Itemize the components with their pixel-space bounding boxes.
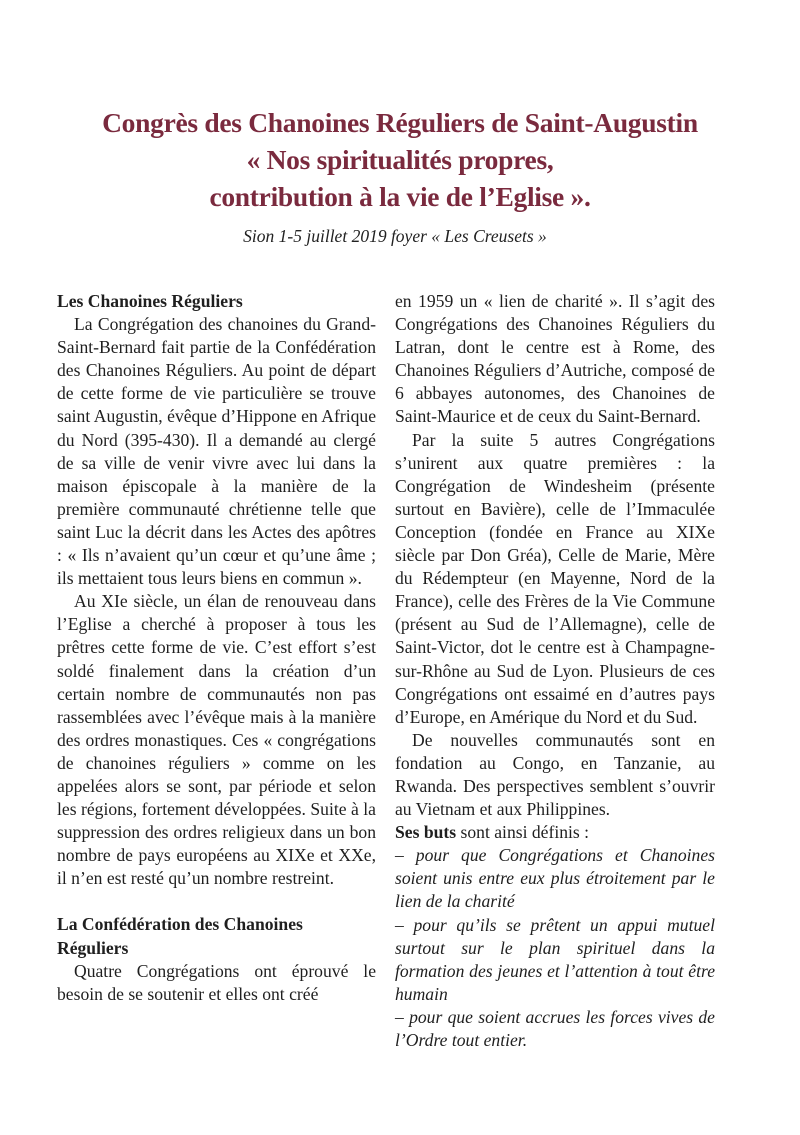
goals-intro (395, 821, 715, 844)
goal-item: – pour qu’ils se prêtent un appui mutuel surtout sur le plan spirituel dans la formation des jeunes et l’attention à tout être humain (395, 914, 715, 1004)
title-line-2: « Nos spiritualités propres, (246, 144, 554, 175)
paragraph: De nouvelles communautés sont en fondation au Congo, en Tanzanie, au Rwanda. Des perspectives semblent s’ouvrir au Vietnam et aux Philippines. (395, 729, 715, 820)
section-heading-chanoines: Les Chanoines Réguliers (57, 291, 243, 311)
section-gap (57, 890, 376, 913)
paragraph: Quatre Congrégations ont éprouvé le besoin de se soutenir et elles ont créé (57, 960, 376, 1004)
goal-item: – pour que soient accrues les forces vives de l’Ordre tout entier. (395, 1006, 715, 1050)
goals-intro-rest: sont ainsi définis : (456, 822, 590, 843)
paragraph: Par la suite 5 autres Congrégations s’unirent aux quatre premières : la Congrégation de Windesheim (présente surtout en Bavière), celle de l’Immaculée Conception (fondée en France au XIXe siècle par Don Gréa), Celle de Marie, Mère du Rédempteur (en Mayenne, Nord de la France), celle des Frères de la Vie Commune (présent au Sud de l’Allemagne), celle de Saint-Victor, dot le centre est à Champagne-sur-Rhône au Sud de Lyon. Plusieurs de ces Congrégations ont essaimé en d’autres pays d’Europe, en Amérique du Nord et du Sud. (395, 429, 715, 727)
paragraph: en 1959 un « lien de charité ». Il s’agit des Congrégations des Chanoines Réguliers du Latran, dont le centre est à Rome, des Chanoines Réguliers d’Autriche, composé de 6 abbayes autonomes, des Chanoines de Saint-Maurice et de ceux du Saint-Bernard. (395, 291, 715, 427)
title-line-3: contribution à la vie de l’Eglise ». (209, 181, 591, 212)
goals-label: Ses buts (395, 822, 457, 843)
article-title (0, 104, 800, 215)
right-column (395, 290, 715, 1052)
left-column (57, 290, 376, 1006)
title-line-1: Congrès des Chanoines Réguliers de Saint-Augustin (102, 107, 698, 138)
paragraph: La Congrégation des chanoines du Grand-Saint-Bernard fait partie de la Confédération des Chanoines Réguliers. Au point de départ de cette forme de vie particulière se trouve saint Augustin, évêque d’Hippone en Afrique du Nord (395-430). Il a demandé au clergé de sa ville de venir vivre avec lui dans la maison épiscopale à la manière de la première communauté chrétienne telle que saint Luc la décrit dans les Actes des apôtres : « Ils n’avaient qu’un cœur et qu’une âme ; ils mettaient tous leurs biens en commun ». (57, 314, 376, 589)
goal-item: – pour que Congrégations et Chanoines soient unis entre eux plus étroitement par le lien de la charité (395, 845, 715, 912)
section-heading-confederation: La Confédération des Chanoines Réguliers (57, 914, 303, 958)
event-subtitle: Sion 1-5 juillet 2019 foyer « Les Creusets » (243, 226, 547, 246)
paragraph: Au XIe siècle, un élan de renouveau dans l’Eglise a cherché à proposer à tous les prêtres cette forme de vie. C’est effort s’est soldé finalement dans la création d’un certain nombre de communautés non pas rassemblées avec l’évêque mais à la manière des ordres monastiques. Ces « congrégations de chanoines réguliers » comme on les appelées alors se sont, par période et selon les régions, fortement développées. Suite à la suppression des ordres religieux dans un bon nombre de pays européens au XIXe et XXe, il n’en est resté qu’un nombre restreint. (57, 591, 376, 889)
